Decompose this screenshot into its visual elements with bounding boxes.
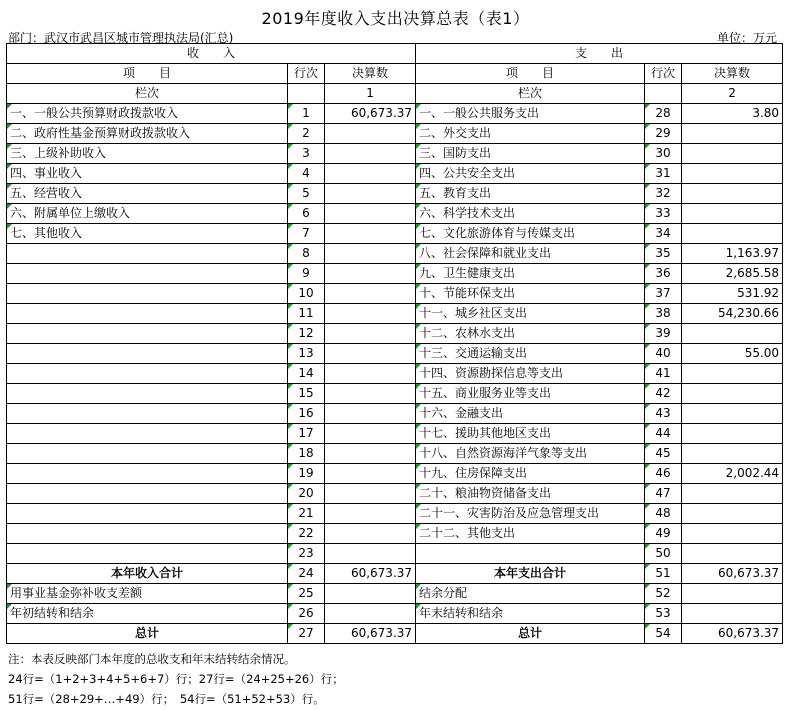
section-header-row <box>7 44 783 64</box>
income-item-cell: 三、上级补助收入 <box>7 144 288 164</box>
income-amount-cell <box>325 184 416 204</box>
fund-balance-row-expense-item: 结余分配 <box>416 584 645 604</box>
carryover-row-income-item: 年初结转和结余 <box>7 604 288 624</box>
expense-amount-cell: 1,163.97 <box>682 244 783 264</box>
income-row-number: 6 <box>288 204 325 224</box>
income-row-number: 12 <box>288 324 325 344</box>
table-row <box>7 164 783 184</box>
income-item-cell <box>7 524 288 544</box>
income-amount-header: 决算数 <box>325 64 416 84</box>
lanci-row <box>7 84 783 104</box>
income-lanci-label: 栏次 <box>7 84 288 104</box>
expense-row-number: 48 <box>645 504 682 524</box>
income-amount-cell: 60,673.37 <box>325 104 416 124</box>
table-row <box>7 384 783 404</box>
note-line: 51行=（28+29+…+49）行； 54行=（51+52+53）行。 <box>8 692 325 706</box>
expense-item-cell: 四、公共安全支出 <box>416 164 645 184</box>
expense-amount-cell <box>682 524 783 544</box>
table-row <box>7 364 783 384</box>
year-total-row <box>7 564 783 584</box>
income-item-cell <box>7 284 288 304</box>
expense-amount-cell <box>682 364 783 384</box>
note-line: 24行=（1+2+3+4+5+6+7）行；27行=（24+25+26）行； <box>8 672 344 686</box>
expense-amount-cell <box>682 384 783 404</box>
table-row <box>7 304 783 324</box>
expense-item-cell: 三、国防支出 <box>416 144 645 164</box>
fund-balance-row-income-item: 用事业基金弥补收支差额 <box>7 584 288 604</box>
income-row-number: 20 <box>288 484 325 504</box>
income-amount-cell <box>325 364 416 384</box>
grand-total-row <box>7 624 783 644</box>
income-amount-cell <box>325 284 416 304</box>
income-item-header: 项 目 <box>7 64 288 84</box>
expense-row-number: 29 <box>645 124 682 144</box>
year-total-row-expense-item: 本年支出合计 <box>416 564 645 584</box>
expense-amount-cell <box>682 164 783 184</box>
income-item-cell <box>7 544 288 564</box>
income-amount-cell <box>325 544 416 564</box>
expense-item-cell: 二十一、灾害防治及应急管理支出 <box>416 504 645 524</box>
expense-amount-cell <box>682 484 783 504</box>
income-amount-cell <box>325 144 416 164</box>
income-row-number: 13 <box>288 344 325 364</box>
carryover-row-expense-item: 年末结转和结余 <box>416 604 645 624</box>
income-row-header: 行次 <box>288 64 325 84</box>
income-item-cell <box>7 484 288 504</box>
expense-amount-cell <box>682 324 783 344</box>
expense-item-cell: 十一、城乡社区支出 <box>416 304 645 324</box>
income-amount-cell <box>325 444 416 464</box>
fund-balance-row-income-amount <box>325 584 416 604</box>
table-row <box>7 504 783 524</box>
income-row-number: 5 <box>288 184 325 204</box>
table-row <box>7 204 783 224</box>
year-total-row-income-row-number: 24 <box>288 564 325 584</box>
expense-amount-cell <box>682 424 783 444</box>
expense-row-number: 31 <box>645 164 682 184</box>
expense-amount-cell: 2,002.44 <box>682 464 783 484</box>
expense-item-cell: 十九、住房保障支出 <box>416 464 645 484</box>
income-amount-cell <box>325 464 416 484</box>
table-row <box>7 224 783 244</box>
income-item-cell: 二、政府性基金预算财政拨款收入 <box>7 124 288 144</box>
income-item-cell: 一、一般公共预算财政拨款收入 <box>7 104 288 124</box>
table-row <box>7 244 783 264</box>
expense-item-cell: 十二、农林水支出 <box>416 324 645 344</box>
expense-item-cell: 十八、自然资源海洋气象等支出 <box>416 444 645 464</box>
income-row-number: 15 <box>288 384 325 404</box>
income-item-cell <box>7 324 288 344</box>
income-item-cell <box>7 444 288 464</box>
expense-row-number: 46 <box>645 464 682 484</box>
income-row-number: 14 <box>288 364 325 384</box>
income-amount-cell <box>325 324 416 344</box>
expense-lanci-row-blank <box>645 84 682 104</box>
income-amount-cell <box>325 124 416 144</box>
income-amount-cell <box>325 404 416 424</box>
grand-total-row-expense-item: 总计 <box>416 624 645 644</box>
income-row-number: 10 <box>288 284 325 304</box>
expense-item-cell: 二十二、其他支出 <box>416 524 645 544</box>
expense-item-cell: 十三、交通运输支出 <box>416 344 645 364</box>
expense-item-cell: 八、社会保障和就业支出 <box>416 244 645 264</box>
income-item-cell <box>7 364 288 384</box>
carryover-row-income-row-number: 26 <box>288 604 325 624</box>
expense-item-cell <box>416 544 645 564</box>
income-amount-cell <box>325 224 416 244</box>
year-total-row-expense-amount: 60,673.37 <box>682 564 783 584</box>
expense-amount-cell <box>682 444 783 464</box>
expense-row-number: 38 <box>645 304 682 324</box>
expense-amount-cell <box>682 504 783 524</box>
income-amount-cell <box>325 244 416 264</box>
expense-row-number: 35 <box>645 244 682 264</box>
department-label: 部门：武汉市武昌区城市管理执法局(汇总) <box>8 31 234 45</box>
income-item-cell <box>7 464 288 484</box>
grand-total-row-income-item: 总计 <box>7 624 288 644</box>
income-amount-cell <box>325 264 416 284</box>
income-row-number: 11 <box>288 304 325 324</box>
income-item-cell <box>7 244 288 264</box>
expense-row-number: 47 <box>645 484 682 504</box>
table-row <box>7 264 783 284</box>
fund-balance-row <box>7 584 783 604</box>
grand-total-row-expense-amount: 60,673.37 <box>682 624 783 644</box>
expense-row-number: 36 <box>645 264 682 284</box>
income-amount-cell <box>325 524 416 544</box>
fund-balance-row-income-row-number: 25 <box>288 584 325 604</box>
unit-label: 单位：万元 <box>716 31 777 45</box>
expense-item-cell: 二、外交支出 <box>416 124 645 144</box>
expense-item-cell: 十四、资源勘探信息等支出 <box>416 364 645 384</box>
summary-table <box>6 43 783 644</box>
income-amount-cell <box>325 304 416 324</box>
expense-row-number: 32 <box>645 184 682 204</box>
income-lanci-number: 1 <box>325 84 416 104</box>
grand-total-row-income-row-number: 27 <box>288 624 325 644</box>
fund-balance-row-expense-amount <box>682 584 783 604</box>
income-amount-cell <box>325 344 416 364</box>
expense-row-number: 40 <box>645 344 682 364</box>
expense-row-number: 30 <box>645 144 682 164</box>
income-row-number: 8 <box>288 244 325 264</box>
table-row <box>7 344 783 364</box>
income-lanci-row-blank <box>288 84 325 104</box>
income-item-cell <box>7 404 288 424</box>
expense-item-cell: 一、一般公共服务支出 <box>416 104 645 124</box>
table-row <box>7 124 783 144</box>
table-row <box>7 104 783 124</box>
table-row <box>7 324 783 344</box>
expense-amount-cell <box>682 544 783 564</box>
note-line: 注：本表反映部门本年度的总收支和年末结转结余情况。 <box>8 652 296 666</box>
carryover-row <box>7 604 783 624</box>
expense-row-number: 34 <box>645 224 682 244</box>
income-row-number: 1 <box>288 104 325 124</box>
income-row-number: 3 <box>288 144 325 164</box>
table-row <box>7 544 783 564</box>
income-row-number: 19 <box>288 464 325 484</box>
table-row <box>7 144 783 164</box>
expense-row-number: 45 <box>645 444 682 464</box>
expense-item-cell: 五、教育支出 <box>416 184 645 204</box>
income-item-cell <box>7 504 288 524</box>
expense-row-number: 49 <box>645 524 682 544</box>
expense-row-number: 50 <box>645 544 682 564</box>
income-item-cell: 五、经营收入 <box>7 184 288 204</box>
expense-row-header: 行次 <box>645 64 682 84</box>
income-row-number: 16 <box>288 404 325 424</box>
expense-lanci-label: 栏次 <box>416 84 645 104</box>
expense-item-cell: 二十、粮油物资储备支出 <box>416 484 645 504</box>
grand-total-row-expense-row-number: 54 <box>645 624 682 644</box>
year-total-row-income-item: 本年收入合计 <box>7 564 288 584</box>
table-row <box>7 404 783 424</box>
income-item-cell <box>7 304 288 324</box>
year-total-row-expense-row-number: 51 <box>645 564 682 584</box>
income-row-number: 2 <box>288 124 325 144</box>
expense-item-header: 项 目 <box>416 64 645 84</box>
income-item-cell <box>7 264 288 284</box>
expense-item-cell: 十、节能环保支出 <box>416 284 645 304</box>
table-row <box>7 184 783 204</box>
income-item-cell <box>7 384 288 404</box>
year-total-row-income-amount: 60,673.37 <box>325 564 416 584</box>
income-item-cell: 七、其他收入 <box>7 224 288 244</box>
expense-row-number: 28 <box>645 104 682 124</box>
expense-amount-cell <box>682 124 783 144</box>
expense-row-number: 44 <box>645 424 682 444</box>
income-amount-cell <box>325 384 416 404</box>
income-item-cell <box>7 424 288 444</box>
column-header-row <box>7 64 783 84</box>
expense-row-number: 39 <box>645 324 682 344</box>
expense-item-cell: 十七、援助其他地区支出 <box>416 424 645 444</box>
carryover-row-expense-row-number: 53 <box>645 604 682 624</box>
expense-row-number: 41 <box>645 364 682 384</box>
expense-row-number: 37 <box>645 284 682 304</box>
expense-amount-cell <box>682 184 783 204</box>
table-row <box>7 524 783 544</box>
expense-row-number: 42 <box>645 384 682 404</box>
income-row-number: 21 <box>288 504 325 524</box>
expense-amount-cell: 54,230.66 <box>682 304 783 324</box>
expense-item-cell: 七、文化旅游体育与传媒支出 <box>416 224 645 244</box>
fund-balance-row-expense-row-number: 52 <box>645 584 682 604</box>
notes <box>8 649 344 709</box>
table-row <box>7 484 783 504</box>
income-section-header: 收 入 <box>7 44 416 64</box>
table-row <box>7 424 783 444</box>
table-row <box>7 444 783 464</box>
expense-row-number: 33 <box>645 204 682 224</box>
income-amount-cell <box>325 504 416 524</box>
income-row-number: 18 <box>288 444 325 464</box>
income-row-number: 23 <box>288 544 325 564</box>
income-amount-cell <box>325 484 416 504</box>
income-row-number: 22 <box>288 524 325 544</box>
expense-amount-cell <box>682 144 783 164</box>
expense-section-header: 支 出 <box>416 44 783 64</box>
expense-row-number: 43 <box>645 404 682 424</box>
expense-amount-cell: 2,685.58 <box>682 264 783 284</box>
grand-total-row-income-amount: 60,673.37 <box>325 624 416 644</box>
income-row-number: 17 <box>288 424 325 444</box>
carryover-row-income-amount <box>325 604 416 624</box>
carryover-row-expense-amount <box>682 604 783 624</box>
expense-item-cell: 十五、商业服务业等支出 <box>416 384 645 404</box>
expense-amount-cell <box>682 404 783 424</box>
table-row <box>7 284 783 304</box>
expense-lanci-number: 2 <box>682 84 783 104</box>
expense-amount-cell <box>682 204 783 224</box>
income-item-cell <box>7 344 288 364</box>
expense-amount-cell <box>682 224 783 244</box>
expense-item-cell: 九、卫生健康支出 <box>416 264 645 284</box>
income-row-number: 7 <box>288 224 325 244</box>
expense-item-cell: 十六、金融支出 <box>416 404 645 424</box>
report-title: 2019年度收入支出决算总表（表1） <box>261 9 530 28</box>
expense-item-cell: 六、科学技术支出 <box>416 204 645 224</box>
income-item-cell: 四、事业收入 <box>7 164 288 184</box>
income-amount-cell <box>325 164 416 184</box>
table-row <box>7 464 783 484</box>
income-amount-cell <box>325 424 416 444</box>
income-amount-cell <box>325 204 416 224</box>
expense-amount-header: 决算数 <box>682 64 783 84</box>
expense-amount-cell: 55.00 <box>682 344 783 364</box>
income-row-number: 4 <box>288 164 325 184</box>
expense-amount-cell: 531.92 <box>682 284 783 304</box>
income-item-cell: 六、附属单位上缴收入 <box>7 204 288 224</box>
income-row-number: 9 <box>288 264 325 284</box>
expense-amount-cell: 3.80 <box>682 104 783 124</box>
